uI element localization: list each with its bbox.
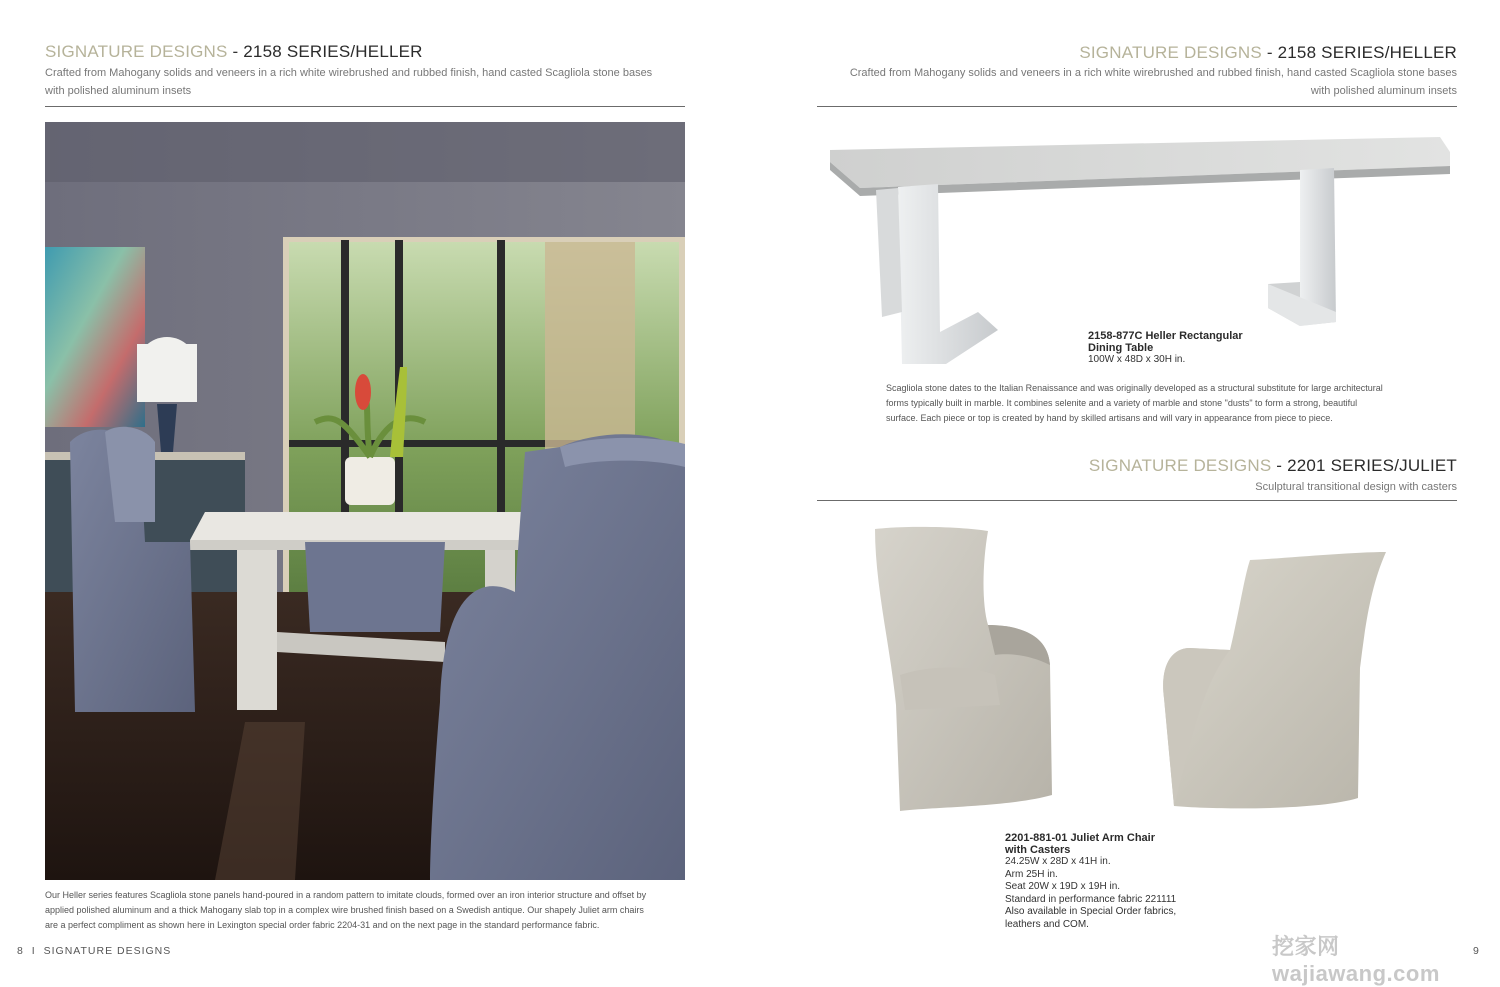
juliet-subtitle: Sculptural transitional design with casters — [1255, 481, 1457, 493]
left-header-rule — [45, 106, 685, 107]
scagliola-description — [886, 381, 1456, 426]
footer-label: SIGNATURE DESIGNS — [43, 945, 172, 957]
subtitle-line: with polished aluminum insets — [45, 85, 192, 97]
heading-series: 2201 SERIES/JULIET — [1287, 456, 1457, 475]
chair-product-caption — [1005, 832, 1176, 931]
left-page-heading — [45, 42, 423, 62]
product-dimensions: 100W x 48D x 30H in. — [1088, 354, 1186, 365]
juliet-chair-back-image — [1160, 548, 1390, 818]
description-line: are a perfect compliment as shown here in Lexington special order fabric 2204-31 and on the next page in the standard performance fabric. — [45, 920, 600, 930]
description-line: forms typically built in marble. It combines selenite and a variety of marble and stone "dusts" to form a strong, beautiful — [886, 398, 1358, 408]
product-title: 2201-881-01 Juliet Arm Chair — [1005, 832, 1155, 844]
right-page-number: 9 — [1473, 945, 1480, 957]
juliet-header-rule — [817, 500, 1457, 501]
product-detail: 24.25W x 28D x 41H in. — [1005, 856, 1111, 867]
subtitle-line: with polished aluminum insets — [1310, 85, 1457, 97]
product-detail: Standard in performance fabric 221111 — [1005, 893, 1177, 905]
heading-brand: SIGNATURE DESIGNS — [1079, 43, 1262, 62]
page-number: 8 — [17, 945, 24, 957]
heading-separator: - — [227, 42, 244, 61]
product-detail: Arm 25H in. — [1005, 868, 1058, 880]
photo-description — [45, 888, 705, 933]
heading-series: 2158 SERIES/HELLER — [243, 42, 423, 61]
subtitle-line: Crafted from Mahogany solids and veneers in a rich white wirebrushed and rubbed finish, hand casted Scagliola stone bases — [849, 67, 1457, 79]
subtitle-line: Crafted from Mahogany solids and veneers in a rich white wirebrushed and rubbed finish, hand casted Scagliola stone bases — [45, 67, 653, 79]
product-title: with Casters — [1005, 844, 1071, 856]
right-page-subtitle — [797, 64, 1457, 100]
footer-divider: I — [31, 945, 36, 957]
description-line: Our Heller series features Scagliola stone panels hand-poured in a random pattern to imitate clouds, formed over an iron interior structure and offset by — [45, 890, 647, 900]
description-line: Scagliola stone dates to the Italian Renaissance and was originally developed as a structural substitute for large architectural — [886, 383, 1383, 393]
product-title: 2158-877C Heller Rectangular — [1088, 330, 1243, 342]
heading-separator: - — [1261, 43, 1278, 62]
product-detail: Seat 20W x 19D x 19H in. — [1005, 881, 1121, 892]
juliet-chair-front-image — [870, 525, 1060, 815]
product-detail: Also available in Special Order fabrics, — [1005, 906, 1177, 917]
juliet-series-heading — [1089, 456, 1457, 476]
left-page-footer — [17, 945, 171, 957]
heading-separator: - — [1271, 456, 1288, 475]
right-page-heading — [1079, 43, 1457, 63]
left-page-subtitle — [45, 64, 705, 100]
table-product-caption — [1088, 330, 1243, 367]
right-header-rule — [817, 106, 1457, 107]
heading-brand: SIGNATURE DESIGNS — [45, 42, 228, 61]
product-detail: leathers and COM. — [1005, 918, 1089, 930]
heading-brand: SIGNATURE DESIGNS — [1088, 456, 1272, 475]
dining-room-photo — [45, 122, 685, 880]
site-watermark: 挖家网 wajiawang.com — [1272, 934, 1440, 986]
product-title: Dining Table — [1088, 342, 1154, 354]
description-line: surface. Each piece or top is created by hand by skilled artisans and will vary in appearance from piece to piece. — [886, 413, 1333, 423]
heading-series: 2158 SERIES/HELLER — [1277, 43, 1457, 62]
description-line: applied polished aluminum and a thick Mahogany slab top in a complex wire brushed finish based on a Swedish antique. Our shapely Juliet arm chairs — [45, 905, 644, 915]
